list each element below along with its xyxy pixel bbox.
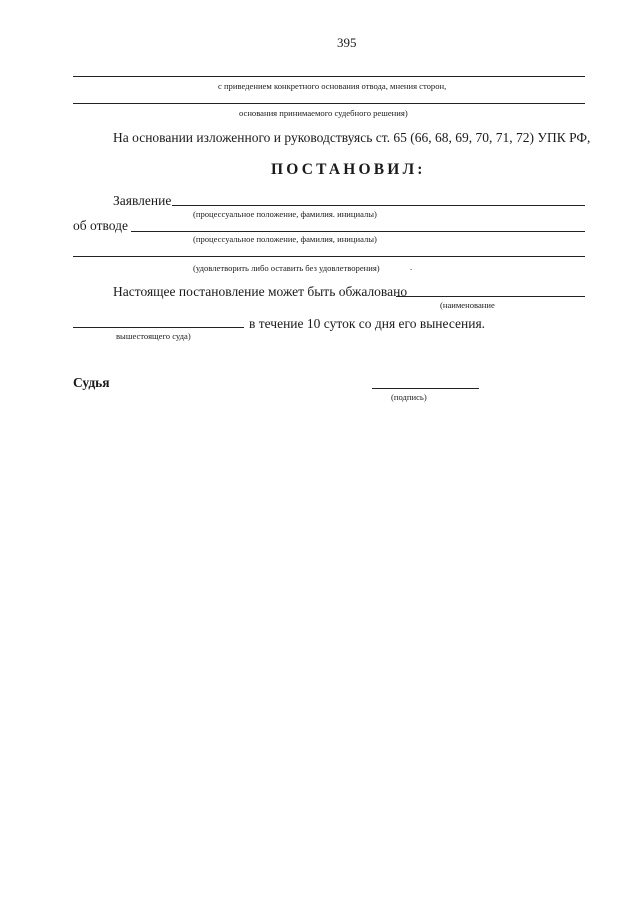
basis-sentence: На основании изложенного и руководствуясь ст. 65 (66, 68, 69, 70, 71, 72) УПК РФ, — [113, 130, 591, 145]
judge-label: Судья — [73, 375, 110, 390]
stray-mark: . — [410, 262, 413, 272]
caption-signature: (подпись) — [391, 392, 427, 402]
appeal-sentence: Настоящее постановление может быть обжаловано — [113, 284, 408, 299]
caption-court-name-start: (наименование — [440, 300, 495, 310]
caption-position-1: (процессуальное положение, фамилия. инициалы) — [193, 209, 377, 219]
caption-reasons: с приведением конкретного основания отвода, мнения сторон, — [218, 81, 447, 91]
outcome-blank-line — [73, 256, 585, 257]
court-name-continued-line — [73, 327, 244, 328]
caption-outcome: (удовлетворить либо оставить без удовлетворения) — [193, 263, 380, 273]
signature-line — [372, 388, 479, 389]
blank-line-reasons — [73, 76, 585, 77]
caption-decision-basis: основания принимаемого судебного решения) — [239, 108, 408, 118]
statement-blank-line — [172, 205, 585, 206]
page-title: ПОСТАНОВИЛ: — [271, 161, 426, 178]
page-number: 395 — [337, 35, 357, 50]
recusal-blank-line — [131, 231, 585, 232]
appeal-term: в течение 10 суток со дня его вынесения. — [249, 316, 486, 331]
statement-label: Заявление — [113, 193, 172, 208]
recusal-label: об отводе — [73, 218, 128, 233]
court-name-blank-line — [396, 296, 585, 297]
caption-position-2: (процессуальное положение, фамилия, инициалы) — [193, 234, 377, 244]
blank-line-decision-basis — [73, 103, 585, 104]
caption-court-name-end: вышестоящего суда) — [116, 331, 191, 341]
